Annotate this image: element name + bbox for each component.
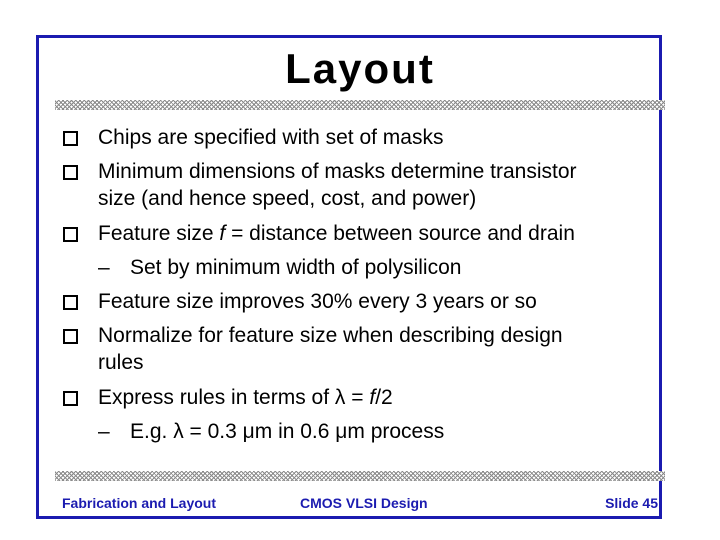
footer-right: Slide 45 xyxy=(605,495,658,511)
checkbox-square-icon xyxy=(63,295,79,311)
bullet-text-variable: f xyxy=(369,386,376,409)
sub-bullet-text: Set by minimum width of polysilicon xyxy=(130,256,462,279)
bullet-item xyxy=(62,319,662,377)
dash-marker: – xyxy=(98,420,110,443)
footer-center: CMOS VLSI Design xyxy=(300,495,428,511)
bullet-text: Feature size improves 30% every 3 years or so xyxy=(98,290,537,313)
bullet-text-post: = distance between source and drain xyxy=(225,222,575,245)
checkbox-square-icon xyxy=(63,165,79,181)
bullet-text-pre: Feature size xyxy=(98,222,220,245)
bullet-text: Chips are specified with set of masks xyxy=(98,126,444,149)
bullet-text-pre: Express rules in terms of λ = xyxy=(98,386,370,409)
bullet-text-variable: f xyxy=(219,222,226,245)
sub-bullet-item xyxy=(62,415,662,449)
bullet-item xyxy=(62,381,662,415)
footer-left: Fabrication and Layout xyxy=(62,495,217,511)
bullet-item xyxy=(62,217,662,251)
bullet-item xyxy=(62,121,662,155)
checkbox-square-icon xyxy=(63,391,79,407)
bullet-text: Normalize for feature size when describing design xyxy=(98,324,563,347)
bullet-text-continuation: rules xyxy=(98,351,144,374)
bullet-item xyxy=(62,285,662,319)
checkbox-square-icon xyxy=(63,227,79,243)
slide-title: Layout xyxy=(285,45,435,92)
title-divider xyxy=(55,100,665,110)
checkbox-square-icon xyxy=(63,131,79,147)
bullet-item xyxy=(62,155,662,213)
footer-divider xyxy=(55,471,665,481)
bullet-text-continuation: size (and hence speed, cost, and power) xyxy=(98,187,477,210)
sub-bullet-item xyxy=(62,251,662,285)
sub-bullet-text: E.g. λ = 0.3 μm in 0.6 μm process xyxy=(130,420,445,443)
dash-marker: – xyxy=(98,256,110,279)
bullet-text-post: /2 xyxy=(375,386,393,409)
bullet-list xyxy=(62,121,662,449)
checkbox-square-icon xyxy=(63,329,79,345)
bullet-text: Minimum dimensions of masks determine transistor xyxy=(98,160,577,183)
